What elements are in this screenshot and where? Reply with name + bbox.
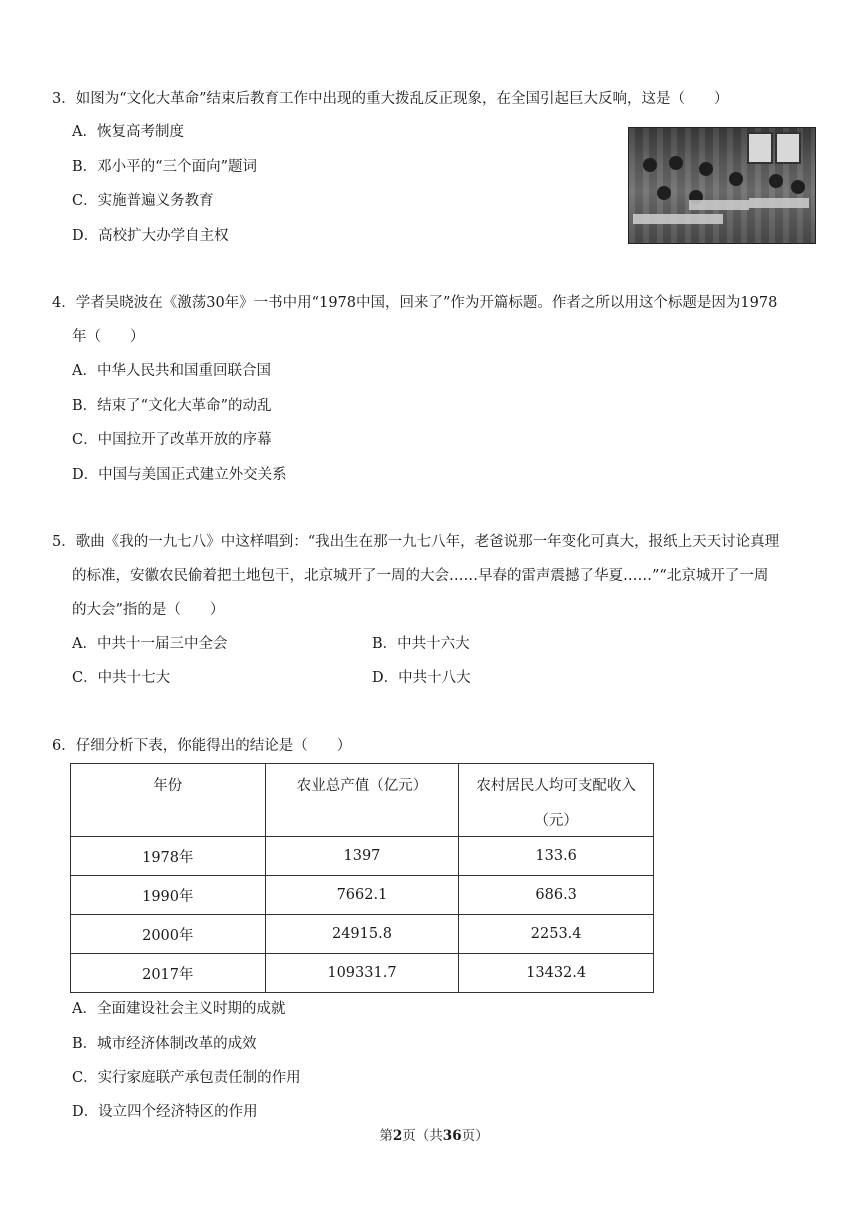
question-3-option-a[interactable]: A．恢复高考制度 bbox=[72, 124, 184, 140]
question-4-option-b[interactable]: B．结束了“文化大革命”的动乱 bbox=[72, 398, 272, 414]
photo-figure bbox=[699, 162, 713, 176]
question-6-option-d[interactable]: D．设立四个经济特区的作用 bbox=[72, 1104, 258, 1120]
photo-window bbox=[747, 132, 773, 164]
table-header-income: 农村居民人均可支配收入 （元） bbox=[459, 764, 654, 837]
table-cell-output: 109331.7 bbox=[265, 954, 459, 993]
page-number: 2 bbox=[392, 1128, 403, 1144]
question-3-stem: 3．如图为“文化大革命”结束后教育工作中出现的重大拨乱反正现象，在全国引起巨大反响，这是（ ） bbox=[52, 91, 729, 107]
table-header-year: 年份 bbox=[71, 764, 266, 837]
table-cell-year: 1990年 bbox=[71, 876, 266, 915]
question-3-option-b[interactable]: B．邓小平的“三个面向”题词 bbox=[72, 159, 257, 175]
table-cell-income: 2253.4 bbox=[459, 915, 654, 954]
table-row bbox=[71, 876, 654, 915]
photo-figure bbox=[791, 180, 805, 194]
exam-hall-photo bbox=[628, 127, 816, 244]
page-footer: 第2页（共36页） bbox=[379, 1128, 489, 1144]
photo-desk bbox=[689, 200, 749, 210]
question-5-option-b[interactable]: B．中共十六大 bbox=[372, 636, 470, 652]
photo-figure bbox=[643, 158, 657, 172]
table-cell-year: 1978年 bbox=[71, 837, 266, 876]
photo-desk bbox=[749, 198, 809, 208]
photo-figure bbox=[769, 174, 783, 188]
table-header-row bbox=[71, 764, 654, 837]
question-5-stem-line-3: 的大会”指的是（ ） bbox=[72, 602, 225, 618]
table-row bbox=[71, 837, 654, 876]
question-4-stem-line-2: 年（ ） bbox=[72, 329, 145, 345]
question-4-option-d[interactable]: D．中国与美国正式建立外交关系 bbox=[72, 467, 287, 483]
table-cell-output: 7662.1 bbox=[265, 876, 459, 915]
photo-figure bbox=[657, 186, 671, 200]
table-header-output: 农业总产值（亿元） bbox=[265, 764, 459, 837]
question-6-option-c[interactable]: C．实行家庭联产承包责任制的作用 bbox=[72, 1070, 301, 1086]
question-3-option-c[interactable]: C．实施普遍义务教育 bbox=[72, 193, 214, 209]
photo-figure bbox=[669, 156, 683, 170]
question-5-option-a[interactable]: A．中共十一届三中全会 bbox=[72, 636, 228, 652]
photo-desk bbox=[633, 214, 723, 224]
table-cell-income: 133.6 bbox=[459, 837, 654, 876]
table-cell-output: 1397 bbox=[265, 837, 459, 876]
total-pages: 36 bbox=[442, 1128, 462, 1144]
table-cell-income: 13432.4 bbox=[459, 954, 654, 993]
question-6-option-a[interactable]: A．全面建设社会主义时期的成就 bbox=[72, 1001, 286, 1017]
question-3-option-d[interactable]: D．高校扩大办学自主权 bbox=[72, 228, 229, 244]
table-cell-income: 686.3 bbox=[459, 876, 654, 915]
question-4-option-a[interactable]: A．中华人民共和国重回联合国 bbox=[72, 363, 271, 379]
agriculture-income-table bbox=[70, 763, 654, 993]
table-cell-year: 2000年 bbox=[71, 915, 266, 954]
question-6-option-b[interactable]: B．城市经济体制改革的成效 bbox=[72, 1036, 257, 1052]
table-cell-output: 24915.8 bbox=[265, 915, 459, 954]
table-row bbox=[71, 954, 654, 993]
question-6-stem: 6．仔细分析下表，你能得出的结论是（ ） bbox=[52, 738, 352, 754]
question-5-option-c[interactable]: C．中共十七大 bbox=[72, 670, 171, 686]
table-row bbox=[71, 915, 654, 954]
photo-window bbox=[775, 132, 801, 164]
question-5-stem-line-1: 5．歌曲《我的一九七八》中这样唱到：“我出生在那一九七八年，老爸说那一年变化可真大，报纸上天天讨论真理 bbox=[52, 534, 780, 550]
photo-figure bbox=[729, 172, 743, 186]
question-5-option-d[interactable]: D．中共十八大 bbox=[372, 670, 471, 686]
question-4-stem-line-1: 4．学者吴晓波在《激荡30年》一书中用“1978中国，回来了”作为开篇标题。作者之所以用这个标题是因为1978 bbox=[52, 295, 778, 311]
question-5-stem-line-2: 的标准，安徽农民偷着把土地包干，北京城开了一周的大会……早春的雷声震撼了华夏……”“北京城开了一周 bbox=[72, 568, 769, 584]
table-cell-year: 2017年 bbox=[71, 954, 266, 993]
question-4-option-c[interactable]: C．中国拉开了改革开放的序幕 bbox=[72, 432, 272, 448]
